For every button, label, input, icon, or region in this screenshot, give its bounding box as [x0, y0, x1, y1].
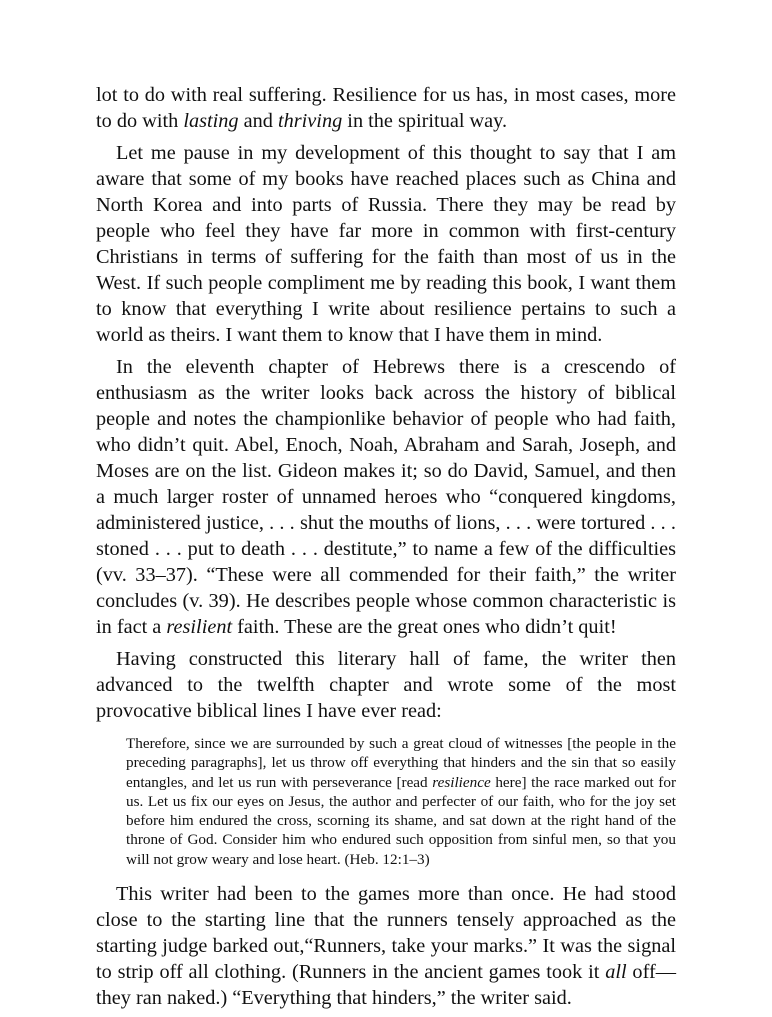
- quote-text-a: Therefore, since we are surrounded by such a great cloud of witnesses [the people in the preceding paragraphs], let us throw off everything that hinders and the sin that so easily entangles, and let us run with perseverance [read: [126, 735, 676, 791]
- paragraph-4: Having constructed this literary hall of fame, the writer then advanced to the twelfth chapter and wrote some of the most provocative biblical lines I have ever read:: [96, 648, 676, 722]
- paragraph-1-emphasis-lasting: lasting: [183, 110, 239, 132]
- quote-text-b: here] the race marked out for us. Let us fix our eyes on Jesus, the author and perfecter of our faith, who for the joy set before him endured the cross, scorning its shame, and sat down at the right hand of the throne of God. Consider him who endured such opposition from sinful men, so that you will not grow weary and lose heart. (Heb. 12:1–3): [126, 773, 677, 868]
- paragraph-3: [96, 354, 676, 640]
- paragraph-1-text-b: and: [238, 110, 278, 132]
- paragraph-1-text-c: in the spiritual way.: [342, 110, 508, 132]
- paragraph-1-emphasis-thriving: thriving: [278, 110, 343, 132]
- paragraph-5: [96, 881, 676, 1011]
- paragraph-3-emphasis-resilient: resilient: [166, 616, 233, 638]
- quote-emphasis-resilience: resilience: [432, 773, 491, 791]
- paragraph-3-text-b: faith. These are the great ones who didn’t quit!: [232, 616, 617, 638]
- book-page: [96, 82, 676, 1017]
- paragraph-5-text-a: This writer had been to the games more than once. He had stood close to the starting line that the runners tensely approached as the starting judge barked out,“Runners, take your marks.” It was the signal to strip off all clothing. (Runners in the ancient games took it: [96, 883, 676, 984]
- paragraph-1: [96, 82, 676, 134]
- paragraph-3-text-a: In the eleventh chapter of Hebrews there is a crescendo of enthusiasm as the writer looks back across the history of biblical people and notes the championlike behavior of people who had faith, who didn’t quit. Abel, Enoch, Noah, Abraham and Sarah, Joseph, and Moses are on the list. Gideon makes it; so do David, Samuel, and then a much larger roster of unnamed heroes who “conquered kingdoms, administered justice, . . . shut the mouths of lions, . . . were tortured . . . stoned . . . put to death . . . destitute,” to name a few of the difficulties (vv. 33–37). “These were all commended for their faith,” the writer concludes (v. 39). He describes people whose common characteristic is in fact a: [96, 356, 676, 638]
- paragraph-5-emphasis-all: all: [605, 961, 627, 984]
- scripture-quote: [126, 734, 676, 869]
- paragraph-5-text-b: off—they ran naked.) “Everything that hinders,” the writer said.: [96, 961, 676, 1010]
- paragraph-1-text-a: lot to do with real suffering. Resilience for us has, in most cases, more to do with: [96, 84, 676, 132]
- paragraph-2: Let me pause in my development of this thought to say that I am aware that some of my books have reached places such as China and North Korea and into parts of Russia. There they may be read by people who feel they have far more in common with first-century Christians in terms of suffering for the faith than most of us in the West. If such people compliment me by reading this book, I want them to know that everything I write about resilience pertains to such a world as theirs. I want them to know that I have them in mind.: [96, 142, 676, 346]
